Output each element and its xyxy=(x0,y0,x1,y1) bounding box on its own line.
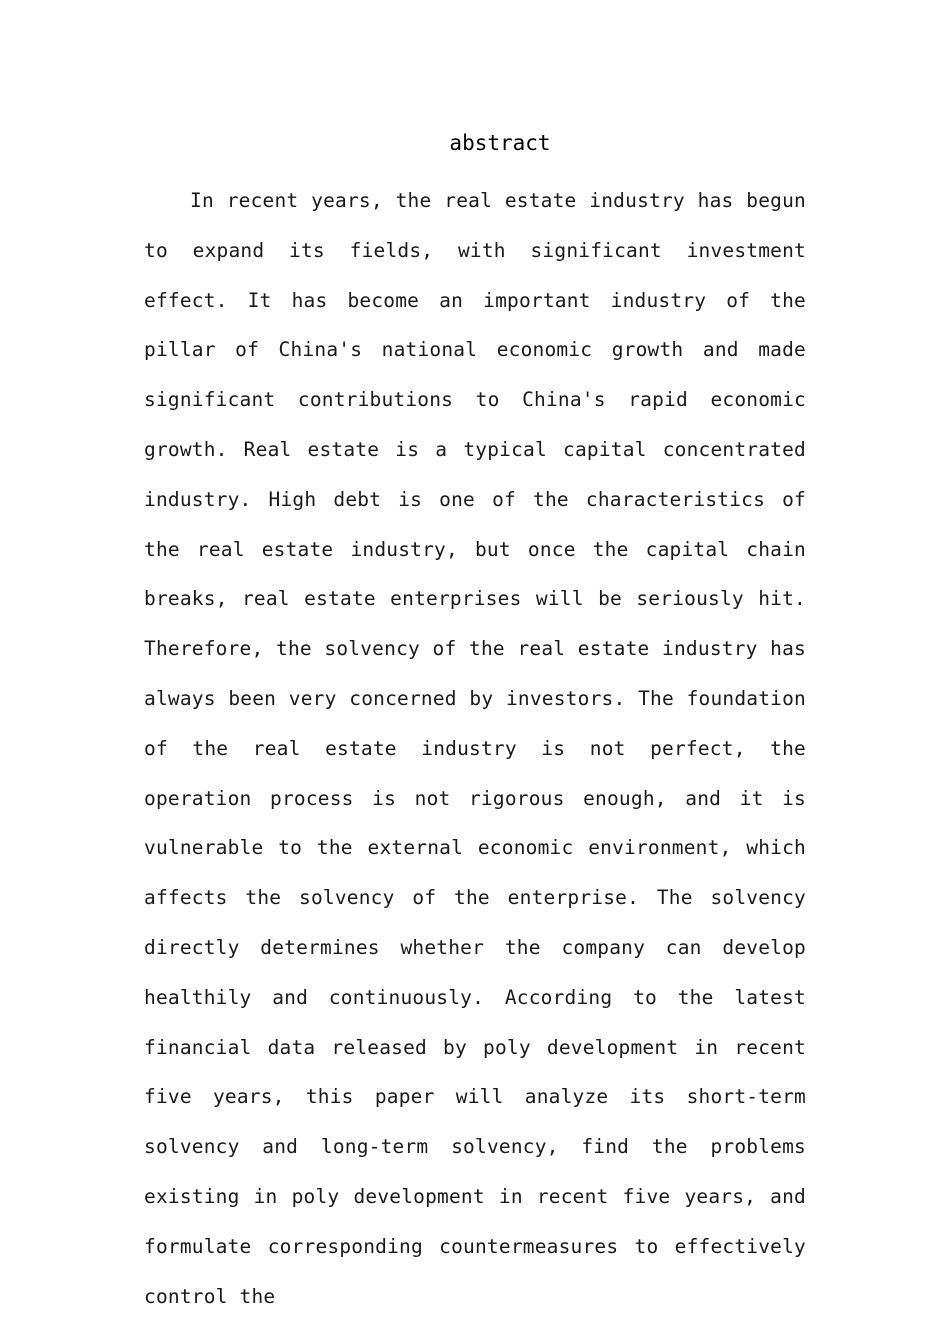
abstract-title: abstract xyxy=(449,131,551,155)
abstract-paragraph: In recent years, the real estate industry has begun to expand its fields, with significant investment effect. It has become an important industry of the pillar of China's national economic growth and made significant contributions to China's rapid economic growth. Real estate is a typical capital concentrated industry. High debt is one of the characteristics of the real estate industry, but once the capital chain breaks, real estate enterprises will be seriously hit. Therefore, the solvency of the real estate industry has always been very concerned by investors. The foundation of the real estate industry is not perfect, the operation process is not rigorous enough, and it is vulnerable to the external economic environment, which affects the solvency of the enterprise. The solvency directly determines whether the company can develop healthily and continuously. According to the latest financial data released by poly development in recent five years, this paper will analyze its short-term solvency and long-term solvency, find the problems existing in poly development in recent five years, and formulate corresponding countermeasures to effectively control the xyxy=(144,189,806,1308)
